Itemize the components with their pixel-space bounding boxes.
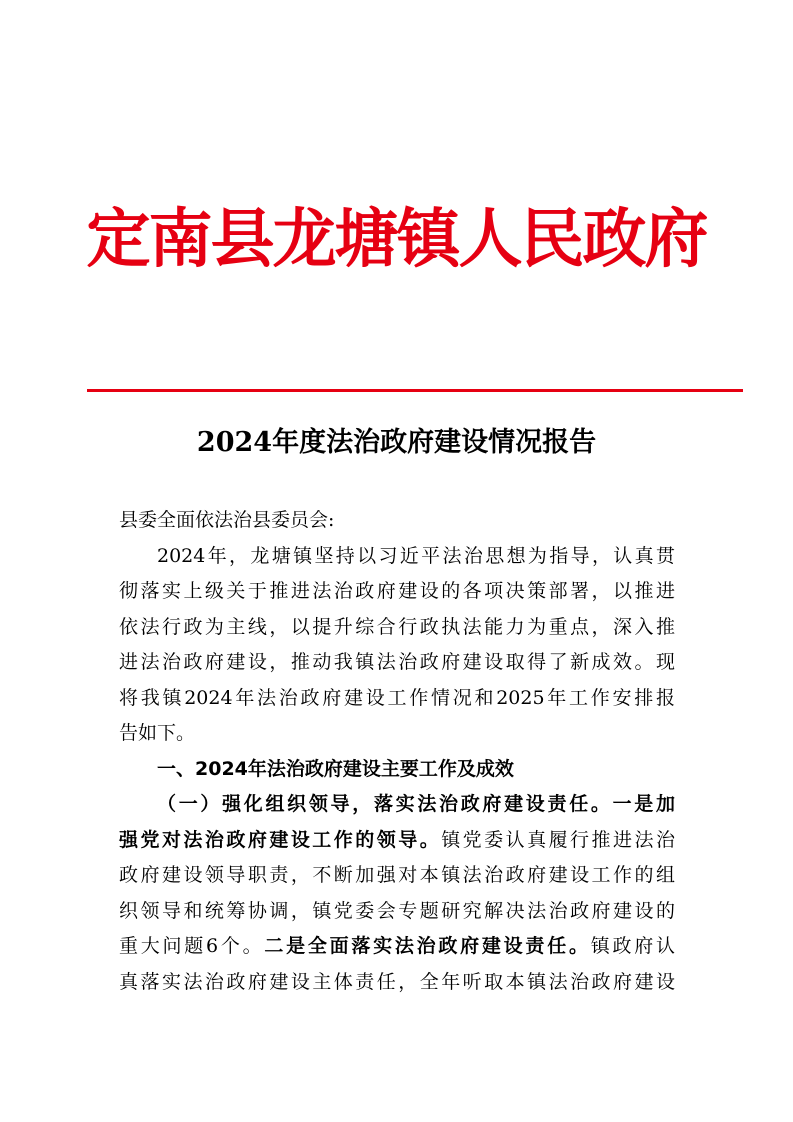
paragraph-line: 依法行政为主线，以提升综合行政执法能力为重点，深入推 (119, 615, 675, 638)
subsection-line (119, 787, 675, 823)
salutation: 县委全面依法治县委员会: (119, 509, 335, 531)
paragraph-line: 进法治政府建设，推动我镇法治政府建设取得了新成效。现 (119, 651, 675, 673)
document-title: 2024年度法治政府建设情况报告 (196, 427, 597, 458)
point-label: 一是加 (612, 793, 675, 815)
point-text: 重大问题6个。 (119, 935, 265, 957)
subsection-heading: （一）强化组织领导，落实法治政府建设责任。 (157, 793, 613, 815)
paragraph-line: 彻落实上级关于推进法治政府建设的各项决策部署，以推进 (119, 580, 675, 602)
point-text: 镇政府认 (590, 935, 675, 957)
issuer-masthead: 定南县龙塘镇人民政府 (86, 203, 707, 277)
paragraph-line: 政府建设领导职责，不断加强对本镇法治政府建设工作的组 (119, 864, 675, 886)
red-divider-line (87, 389, 743, 392)
paragraph-line: 织领导和统筹协调，镇党委会专题研究解决法治政府建设的 (119, 899, 675, 922)
paragraph-line: 告如下。 (119, 722, 196, 744)
point-text: 镇党委认真履行推进法治 (441, 828, 675, 851)
paragraph-line: 将我镇2024年法治政府建设工作情况和2025年工作安排报 (119, 686, 675, 709)
point-label: 强党对法治政府建设工作的领导。 (119, 828, 442, 851)
point-label: 二是全面落实法治政府建设责任。 (264, 935, 591, 957)
paragraph-line (119, 823, 675, 859)
section-heading: 一、2024年法治政府建设主要工作及成效 (157, 757, 514, 780)
paragraph-line: 2024年，龙塘镇坚持以习近平法治思想为指导，认真贯 (157, 544, 675, 567)
paragraph-line (119, 929, 675, 965)
paragraph-line: 真落实法治政府建设主体责任，全年听取本镇法治政府建设 (119, 970, 675, 993)
document-body (119, 503, 675, 1000)
